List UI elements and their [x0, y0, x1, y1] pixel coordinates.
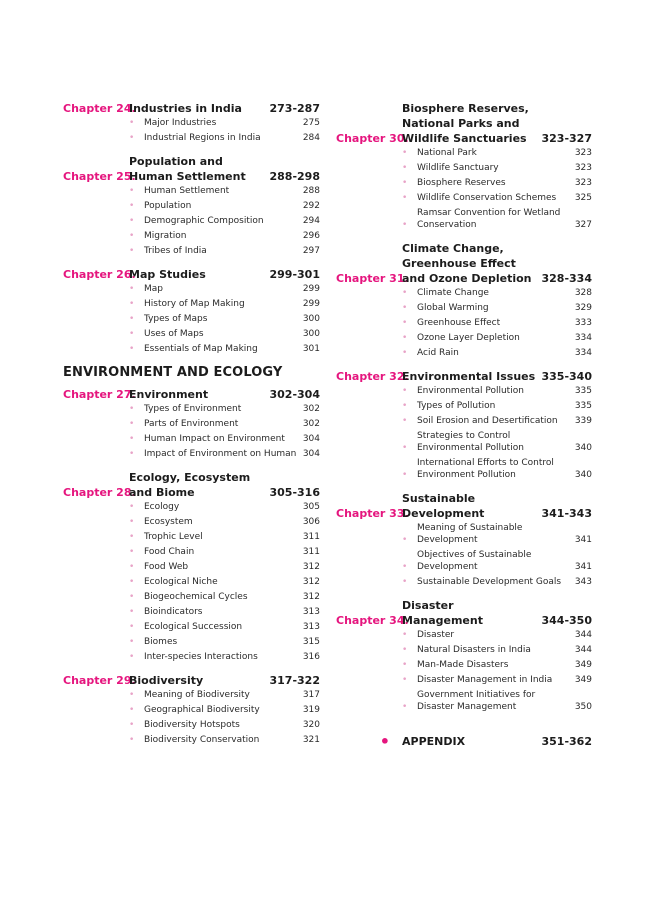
- topic-title: Human Impact on Environment: [144, 434, 285, 444]
- topic-page-number: 297: [302, 246, 320, 256]
- bullet-icon: •: [402, 535, 408, 545]
- topic-page-number: 284: [302, 133, 320, 143]
- topic-page-number: 344: [574, 645, 592, 655]
- chapter-page-range: 323-327: [541, 132, 592, 145]
- topic-page-number: 288: [302, 186, 320, 196]
- bullet-icon: •: [129, 118, 135, 128]
- topic-page-number: 341: [574, 535, 592, 545]
- topic-item[interactable]: [402, 162, 592, 174]
- topic-page-number: 329: [574, 303, 592, 313]
- topic-item[interactable]: [129, 734, 320, 746]
- topic-list: [402, 522, 592, 588]
- chapter-title: Population and Human Settlement: [129, 155, 246, 183]
- topic-item[interactable]: [129, 200, 320, 212]
- topic-page-number: 317: [302, 690, 320, 700]
- bullet-icon: •: [402, 163, 408, 173]
- topic-item[interactable]: [129, 403, 320, 415]
- bullet-icon: •: [402, 562, 408, 572]
- chapter-heading[interactable]: [63, 154, 320, 184]
- topic-page-number: 333: [574, 318, 592, 328]
- topic-page-number: 323: [574, 178, 592, 188]
- topic-page-number: 302: [302, 419, 320, 429]
- topic-title: History of Map Making: [144, 299, 245, 309]
- chapter-number: Chapter 25.: [63, 170, 136, 183]
- topic-title: Trophic Level: [144, 532, 203, 542]
- topic-title: Disaster: [417, 630, 455, 640]
- topic-page-number: 321: [302, 735, 320, 745]
- topic-page-number: 334: [574, 348, 592, 358]
- chapter-entry: [63, 101, 320, 144]
- chapter-heading[interactable]: [336, 598, 592, 628]
- topic-list: [129, 185, 320, 257]
- topic-page-number: 323: [574, 163, 592, 173]
- topic-list: [402, 629, 592, 713]
- chapter-page-range: 328-334: [541, 272, 592, 285]
- chapter-number: Chapter 27.: [63, 388, 136, 401]
- topic-page-number: 323: [574, 148, 592, 158]
- topic-item[interactable]: [129, 576, 320, 588]
- bullet-icon: •: [129, 607, 135, 617]
- topic-title: Biodiversity Hotspots: [144, 720, 240, 730]
- topic-title: Climate Change: [417, 288, 489, 298]
- topic-item[interactable]: [402, 689, 592, 713]
- topic-item[interactable]: [402, 347, 592, 359]
- chapter-heading[interactable]: [63, 387, 320, 402]
- bullet-icon: •: [129, 404, 135, 414]
- chapter-page-range: 305-316: [269, 486, 320, 499]
- toc-right-column: [336, 101, 592, 751]
- topic-item[interactable]: [402, 430, 592, 454]
- topic-title: Biomes: [144, 637, 178, 647]
- topic-title: Greenhouse Effect: [417, 318, 501, 328]
- chapter-title: Industries in India: [129, 102, 242, 115]
- topic-item[interactable]: [402, 302, 592, 314]
- topic-title: Impact of Environment on Human: [144, 449, 297, 459]
- topic-title: International Efforts to Control Environment Pollution: [417, 458, 554, 480]
- topic-page-number: 312: [302, 562, 320, 572]
- topic-title: Types of Pollution: [417, 401, 496, 411]
- topic-item[interactable]: [402, 177, 592, 189]
- chapter-page-range: 288-298: [269, 170, 320, 183]
- topic-title: Ozone Layer Depletion: [417, 333, 520, 343]
- chapter-page-range: 317-322: [269, 674, 320, 687]
- bullet-icon: •: [402, 577, 408, 587]
- chapter-title: Biodiversity: [129, 674, 204, 687]
- chapter-entry: [336, 241, 592, 359]
- chapter-entry: [63, 673, 320, 746]
- bullet-icon: •: [402, 288, 408, 298]
- topic-title: Disaster Management in India: [417, 675, 553, 685]
- topic-page-number: 316: [302, 652, 320, 662]
- topic-page-number: 349: [574, 660, 592, 670]
- chapter-number: Chapter 33.: [336, 507, 409, 520]
- topic-list: [402, 147, 592, 231]
- topic-item[interactable]: [129, 531, 320, 543]
- topic-page-number: 292: [302, 201, 320, 211]
- bullet-icon: •: [129, 434, 135, 444]
- chapter-heading[interactable]: [63, 267, 320, 282]
- topic-page-number: 312: [302, 592, 320, 602]
- topic-page-number: 304: [302, 449, 320, 459]
- topic-page-number: 302: [302, 404, 320, 414]
- topic-page-number: 343: [574, 577, 592, 587]
- topic-title: Tribes of India: [144, 246, 207, 256]
- topic-item[interactable]: [129, 283, 320, 295]
- topic-item[interactable]: [402, 659, 592, 671]
- bullet-icon: •: [129, 246, 135, 256]
- topic-item[interactable]: [129, 606, 320, 618]
- topic-title: Types of Environment: [144, 404, 242, 414]
- topic-item[interactable]: [402, 287, 592, 299]
- topic-title: Parts of Environment: [144, 419, 239, 429]
- topic-item[interactable]: [129, 328, 320, 340]
- chapter-number: Chapter 31.: [336, 272, 409, 285]
- topic-title: Strategies to Control Environmental Pollution: [417, 431, 524, 453]
- topic-item[interactable]: [129, 313, 320, 325]
- topic-item[interactable]: [402, 415, 592, 427]
- topic-item[interactable]: [129, 704, 320, 716]
- topic-title: Human Settlement: [144, 186, 230, 196]
- topic-list: [129, 403, 320, 460]
- topic-page-number: 312: [302, 577, 320, 587]
- topic-title: Food Web: [144, 562, 189, 572]
- bullet-icon: •: [129, 284, 135, 294]
- topic-title: Meaning of Sustainable Development: [417, 523, 523, 545]
- topic-title: Food Chain: [144, 547, 195, 557]
- topic-item[interactable]: [129, 245, 320, 257]
- chapter-title: Environmental Issues: [402, 370, 536, 383]
- chapter-entry: [63, 267, 320, 355]
- bullet-icon: •: [402, 348, 408, 358]
- topic-item[interactable]: [129, 298, 320, 310]
- topic-page-number: 340: [574, 443, 592, 453]
- topic-item[interactable]: [129, 621, 320, 633]
- topic-title: Geographical Biodiversity: [144, 705, 260, 715]
- topic-page-number: 319: [302, 705, 320, 715]
- topic-title: Ecology: [144, 502, 180, 512]
- bullet-icon: •: [129, 562, 135, 572]
- chapter-entry: [336, 369, 592, 481]
- chapter-number: Chapter 26.: [63, 268, 136, 281]
- bullet-icon: •: [402, 401, 408, 411]
- topic-page-number: 300: [302, 329, 320, 339]
- topic-list: [129, 501, 320, 663]
- topic-item[interactable]: [129, 215, 320, 227]
- topic-item[interactable]: [129, 516, 320, 528]
- chapter-page-range: 302-304: [269, 388, 320, 401]
- chapter-title: Climate Change, Greenhouse Effect and Ozone Depletion: [402, 242, 532, 285]
- topic-page-number: 299: [302, 299, 320, 309]
- topic-list: [129, 689, 320, 746]
- topic-page-number: 341: [574, 562, 592, 572]
- topic-title: Ramsar Convention for Wetland Conservation: [417, 208, 561, 230]
- topic-item[interactable]: [402, 385, 592, 397]
- topic-item[interactable]: [129, 651, 320, 663]
- topic-title: Map: [144, 284, 163, 294]
- chapter-entry: [63, 470, 320, 663]
- bullet-icon: •: [402, 178, 408, 188]
- topic-title: Acid Rain: [417, 348, 459, 358]
- chapter-title: Biosphere Reserves, National Parks and Wildlife Sanctuaries: [402, 102, 529, 145]
- chapter-number: Chapter 28.: [63, 486, 136, 499]
- bullet-icon: •: [129, 637, 135, 647]
- topic-page-number: 304: [302, 434, 320, 444]
- topic-item[interactable]: [402, 207, 592, 231]
- topic-item[interactable]: [129, 636, 320, 648]
- chapter-title: Disaster Management: [402, 599, 483, 627]
- topic-list: [129, 117, 320, 144]
- topic-title: Government Initiatives for Disaster Management: [417, 690, 536, 712]
- bullet-icon: •: [402, 148, 408, 158]
- bullet-icon: •: [402, 630, 408, 640]
- topic-title: Uses of Maps: [144, 329, 204, 339]
- chapter-entry: [336, 491, 592, 588]
- topic-item[interactable]: [402, 192, 592, 204]
- chapter-number: Chapter 32.: [336, 370, 409, 383]
- topic-item[interactable]: [129, 132, 320, 144]
- topic-title: Biogeochemical Cycles: [144, 592, 248, 602]
- chapter-entry: [336, 598, 592, 713]
- bullet-icon: •: [129, 201, 135, 211]
- chapter-number: Chapter 29.: [63, 674, 136, 687]
- toc-left-column: [63, 101, 320, 756]
- topic-item[interactable]: [129, 591, 320, 603]
- topic-item[interactable]: [402, 576, 592, 588]
- bullet-icon: •: [402, 443, 408, 453]
- bullet-icon: •: [402, 416, 408, 426]
- topic-item[interactable]: [129, 546, 320, 558]
- chapter-heading[interactable]: [336, 491, 592, 521]
- topic-title: Wildlife Sanctuary: [417, 163, 499, 173]
- chapter-heading[interactable]: [63, 673, 320, 688]
- chapter-group-geography: [63, 101, 320, 355]
- topic-item[interactable]: [129, 185, 320, 197]
- topic-title: Objectives of Sustainable Development: [417, 550, 532, 572]
- topic-page-number: 328: [574, 288, 592, 298]
- bullet-icon: •: [402, 220, 408, 230]
- bullet-icon: •: [129, 419, 135, 429]
- chapter-entry: [63, 154, 320, 257]
- topic-title: Ecosystem: [144, 517, 193, 527]
- bullet-icon: •: [129, 314, 135, 324]
- topic-title: Industrial Regions in India: [144, 133, 261, 143]
- topic-page-number: 340: [574, 470, 592, 480]
- topic-page-number: 335: [574, 386, 592, 396]
- topic-list: [402, 287, 592, 359]
- topic-title: Ecological Succession: [144, 622, 243, 632]
- topic-page-number: 315: [302, 637, 320, 647]
- bullet-icon: •: [129, 299, 135, 309]
- chapter-page-range: 335-340: [541, 370, 592, 383]
- bullet-icon: •: [129, 231, 135, 241]
- bullet-icon: •: [402, 303, 408, 313]
- chapter-entry: [63, 387, 320, 460]
- topic-page-number: 320: [302, 720, 320, 730]
- bullet-icon: •: [129, 735, 135, 745]
- topic-title: Soil Erosion and Desertification: [417, 416, 558, 426]
- topic-item[interactable]: [402, 522, 592, 546]
- chapter-number: Chapter 30.: [336, 132, 409, 145]
- bullet-icon: •: [129, 690, 135, 700]
- topic-item[interactable]: [129, 343, 320, 355]
- bullet-icon: •: [129, 705, 135, 715]
- topic-title: Wildlife Conservation Schemes: [417, 193, 557, 203]
- topic-item[interactable]: [402, 629, 592, 641]
- chapter-heading[interactable]: [336, 101, 592, 146]
- topic-title: Biodiversity Conservation: [144, 735, 260, 745]
- topic-page-number: 335: [574, 401, 592, 411]
- topic-page-number: 339: [574, 416, 592, 426]
- bullet-icon: •: [129, 577, 135, 587]
- topic-item[interactable]: [129, 689, 320, 701]
- section-heading: ENVIRONMENT AND ECOLOGY: [63, 365, 283, 380]
- topic-title: Population: [144, 201, 192, 211]
- topic-item[interactable]: [129, 501, 320, 513]
- topic-page-number: 301: [302, 344, 320, 354]
- bullet-icon: •: [129, 502, 135, 512]
- chapter-entry: [336, 101, 592, 231]
- chapter-group-right: [336, 101, 592, 713]
- bullet-icon: •: [402, 318, 408, 328]
- chapter-title: Sustainable Development: [402, 492, 485, 520]
- topic-page-number: 327: [574, 220, 592, 230]
- topic-item[interactable]: [402, 332, 592, 344]
- topic-title: Essentials of Map Making: [144, 344, 258, 354]
- appendix-title: APPENDIX: [402, 735, 466, 748]
- topic-title: Biosphere Reserves: [417, 178, 506, 188]
- chapter-heading[interactable]: [336, 241, 592, 286]
- bullet-icon: •: [402, 470, 408, 480]
- bullet-icon: •: [129, 329, 135, 339]
- topic-title: Meaning of Biodiversity: [144, 690, 250, 700]
- bullet-icon: •: [129, 449, 135, 459]
- topic-title: Major Industries: [144, 118, 217, 128]
- bullet-icon: •: [402, 702, 408, 712]
- topic-title: Bioindicators: [144, 607, 203, 617]
- chapter-page-range: 299-301: [269, 268, 320, 281]
- topic-item[interactable]: [129, 448, 320, 460]
- bullet-icon: •: [402, 645, 408, 655]
- topic-title: National Park: [417, 148, 477, 158]
- topic-page-number: 344: [574, 630, 592, 640]
- chapter-number: Chapter 34.: [336, 614, 409, 627]
- bullet-icon: •: [402, 675, 408, 685]
- topic-page-number: 296: [302, 231, 320, 241]
- chapter-page-range: 341-343: [541, 507, 592, 520]
- topic-item[interactable]: [402, 549, 592, 573]
- topic-page-number: 306: [302, 517, 320, 527]
- topic-title: Natural Disasters in India: [417, 645, 531, 655]
- topic-title: Man-Made Disasters: [417, 660, 509, 670]
- topic-item[interactable]: [402, 674, 592, 686]
- topic-item[interactable]: [129, 561, 320, 573]
- bullet-icon: •: [129, 216, 135, 226]
- topic-page-number: 349: [574, 675, 592, 685]
- topic-item[interactable]: [402, 457, 592, 481]
- topic-page-number: 313: [302, 622, 320, 632]
- chapter-number: Chapter 24.: [63, 102, 136, 115]
- topic-title: Demographic Composition: [144, 216, 264, 226]
- topic-title: Migration: [144, 231, 187, 241]
- topic-page-number: 294: [302, 216, 320, 226]
- topic-item[interactable]: [129, 719, 320, 731]
- topic-page-number: 275: [302, 118, 320, 128]
- topic-item[interactable]: [402, 147, 592, 159]
- topic-item[interactable]: [129, 230, 320, 242]
- bullet-icon: •: [129, 592, 135, 602]
- topic-title: Global Warming: [417, 303, 489, 313]
- topic-list: [129, 283, 320, 355]
- chapter-heading[interactable]: [336, 369, 592, 384]
- topic-page-number: 334: [574, 333, 592, 343]
- topic-page-number: 311: [302, 532, 320, 542]
- chapter-heading[interactable]: [63, 101, 320, 116]
- chapter-heading[interactable]: [63, 470, 320, 500]
- bullet-icon: •: [402, 386, 408, 396]
- topic-item[interactable]: [402, 317, 592, 329]
- bullet-icon: •: [402, 333, 408, 343]
- bullet-icon: •: [402, 660, 408, 670]
- bullet-icon: •: [129, 517, 135, 527]
- topic-title: Ecological Niche: [144, 577, 218, 587]
- bullet-icon: •: [129, 344, 135, 354]
- bullet-icon: •: [129, 133, 135, 143]
- bullet-icon: •: [379, 731, 390, 751]
- topic-page-number: 313: [302, 607, 320, 617]
- topic-item[interactable]: [129, 117, 320, 129]
- chapter-title: Environment: [129, 388, 209, 401]
- topic-page-number: 325: [574, 193, 592, 203]
- chapter-page-range: 344-350: [541, 614, 592, 627]
- chapter-title: Ecology, Ecosystem and Biome: [129, 471, 251, 499]
- topic-title: Sustainable Development Goals: [417, 577, 562, 587]
- bullet-icon: •: [402, 193, 408, 203]
- chapter-title: Map Studies: [129, 268, 206, 281]
- topic-title: Inter-species Interactions: [144, 652, 258, 662]
- topic-item[interactable]: [129, 433, 320, 445]
- topic-page-number: 311: [302, 547, 320, 557]
- topic-title: Types of Maps: [144, 314, 208, 324]
- bullet-icon: •: [129, 622, 135, 632]
- topic-item[interactable]: [129, 418, 320, 430]
- chapter-page-range: 273-287: [269, 102, 320, 115]
- bullet-icon: •: [129, 186, 135, 196]
- topic-page-number: 299: [302, 284, 320, 294]
- topic-item[interactable]: [402, 400, 592, 412]
- bullet-icon: •: [129, 720, 135, 730]
- topic-page-number: 305: [302, 502, 320, 512]
- topic-title: Environmental Pollution: [417, 386, 524, 396]
- bullet-icon: •: [129, 532, 135, 542]
- bullet-icon: •: [129, 652, 135, 662]
- chapter-group-environment: [63, 387, 320, 746]
- topic-page-number: 350: [574, 702, 592, 712]
- appendix-entry[interactable]: [336, 731, 592, 751]
- appendix-pages: 351-362: [541, 735, 592, 748]
- topic-list: [402, 385, 592, 481]
- topic-item[interactable]: [402, 644, 592, 656]
- topic-page-number: 300: [302, 314, 320, 324]
- bullet-icon: •: [129, 547, 135, 557]
